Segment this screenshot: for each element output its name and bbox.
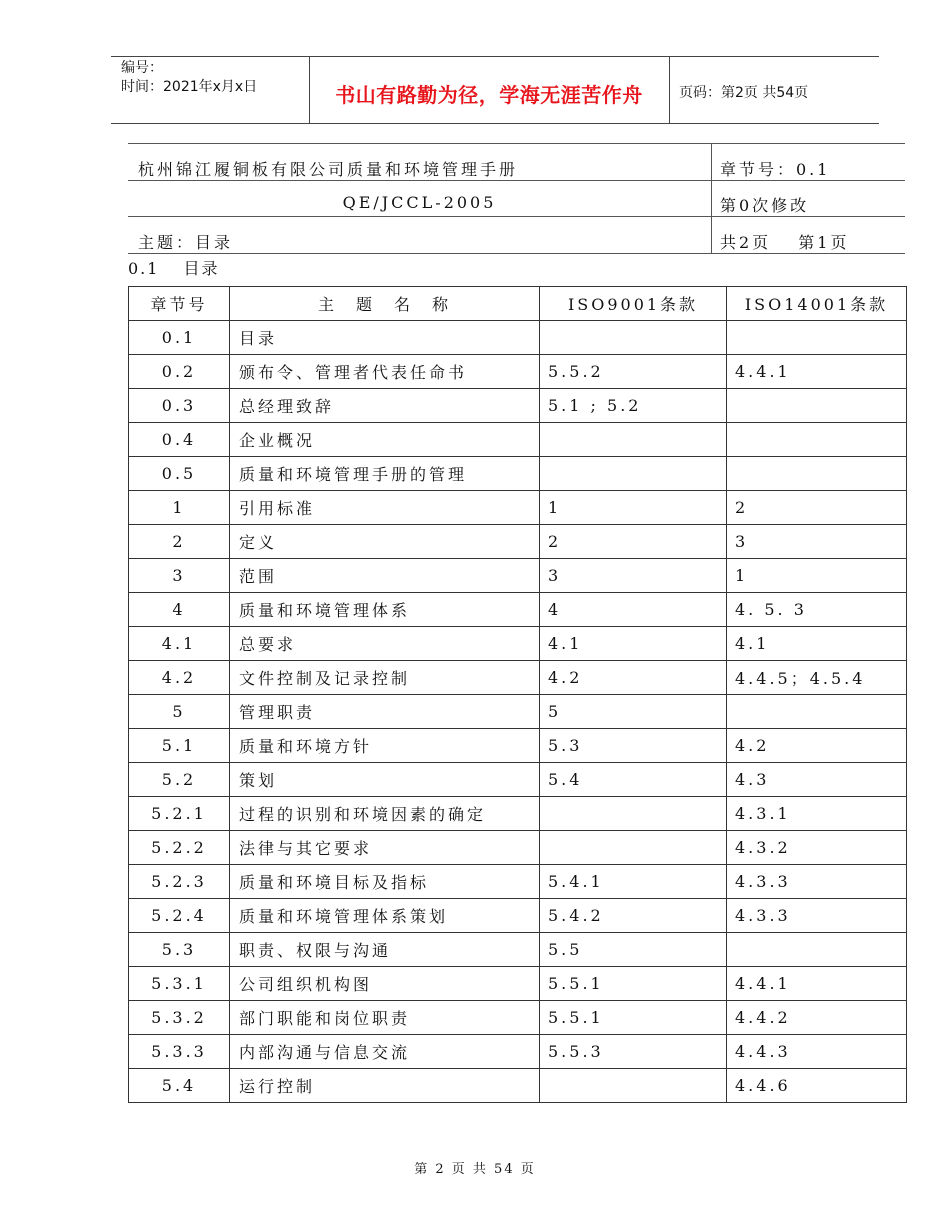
iso14001-cell: 4.4.3 [727,1035,907,1069]
section-title: 目录 [183,259,220,278]
table-row [129,831,907,865]
chapter-number-cell: 0.4 [129,423,230,457]
doc-meta [111,57,310,123]
chapter-number-cell: 0.5 [129,457,230,491]
iso14001-cell: 4.4.5；4.5.4 [727,661,907,695]
page-header [111,56,879,124]
chapter-number-cell: 4.1 [129,627,230,661]
iso14001-cell: 4.1 [727,627,907,661]
title-cell: 企业概况 [230,423,540,457]
iso14001-cell: 2 [727,491,907,525]
title-cell: 颁布令、管理者代表任命书 [230,355,540,389]
iso14001-cell: 4.4.6 [727,1069,907,1103]
table-row [129,389,907,423]
chapter-number-cell: 5.4 [129,1069,230,1103]
iso9001-cell: 4.1 [540,627,727,661]
chapter-number-cell: 5.2.4 [129,899,230,933]
title-cell: 管理职责 [230,695,540,729]
section-number: 0.1 [128,259,160,278]
table-row [129,1035,907,1069]
iso9001-cell: 5.5.3 [540,1035,727,1069]
page-footer: 第 2 页 共 54 页 [414,1162,536,1177]
iso9001-cell: 5.1 ; 5.2 [540,389,727,423]
title-cell: 法律与其它要求 [230,831,540,865]
iso9001-cell [540,457,727,491]
header-title: 主 题 名 称 [230,287,540,321]
header-chapter-no: 章节号 [129,287,230,321]
motto-text: 书山有路勤为径，学海无涯苦作舟 [335,83,643,107]
table-row [129,491,907,525]
iso9001-cell: 3 [540,559,727,593]
table-row [129,729,907,763]
title-cell: 策划 [230,763,540,797]
table-row [129,321,907,355]
manual-title: 杭州锦江履铜板有限公司质量和环境管理手册 [138,160,519,179]
title-cell: 范围 [230,559,540,593]
table-row [129,457,907,491]
title-cell: 质量和环境方针 [230,729,540,763]
chapter-number-cell: 5.2.3 [129,865,230,899]
iso9001-cell: 5.5.1 [540,1001,727,1035]
iso9001-cell: 1 [540,491,727,525]
iso9001-cell: 4.2 [540,661,727,695]
header-iso9001: ISO9001条款 [540,287,727,321]
title-cell: 质量和环境管理体系 [230,593,540,627]
title-cell: 质量和环境管理体系策划 [230,899,540,933]
table-row [129,899,907,933]
iso14001-cell: 4.2 [727,729,907,763]
title-cell: 职责、权限与沟通 [230,933,540,967]
table-row [129,797,907,831]
title-cell: 总要求 [230,627,540,661]
iso9001-cell: 5.4.2 [540,899,727,933]
chapter-number-cell: 4.2 [129,661,230,695]
table-row [129,865,907,899]
document-code: QE/JCCL-2005 [342,193,497,212]
revision: 第0次修改 [720,196,810,215]
title-cell: 公司组织机构图 [230,967,540,1001]
subject: 主题：目录 [138,233,234,252]
iso9001-cell [540,797,727,831]
table-row [129,1001,907,1035]
title-cell: 文件控制及记录控制 [230,661,540,695]
iso14001-cell: 3 [727,525,907,559]
table-row [129,627,907,661]
iso14001-cell [727,695,907,729]
iso14001-cell: 4.3.1 [727,797,907,831]
motto-cell [309,57,670,123]
chapter-number-cell: 4 [129,593,230,627]
chapter-number-cell: 5 [129,695,230,729]
title-cell: 定义 [230,525,540,559]
iso9001-cell [540,321,727,355]
iso14001-cell: 4.3.3 [727,899,907,933]
toc-table [128,286,907,1103]
iso9001-cell: 4 [540,593,727,627]
table-row [129,695,907,729]
iso14001-cell: 4.4.1 [727,355,907,389]
iso9001-cell: 5.4.1 [540,865,727,899]
iso14001-cell [727,321,907,355]
chapter-number-cell: 5.3.2 [129,1001,230,1035]
table-row [129,661,907,695]
chapter-number-cell: 0.2 [129,355,230,389]
iso9001-cell: 5.3 [540,729,727,763]
title-cell: 内部沟通与信息交流 [230,1035,540,1069]
iso9001-cell [540,1069,727,1103]
table-row [129,525,907,559]
iso9001-cell [540,831,727,865]
chapter-number-cell: 2 [129,525,230,559]
page-code: 页码：第2页 共54页 [679,85,809,101]
title-cell: 质量和环境目标及指标 [230,865,540,899]
page-code-cell [669,57,879,123]
title-cell: 引用标准 [230,491,540,525]
table-row [129,559,907,593]
iso14001-cell [727,933,907,967]
number-label: 编号： [121,60,163,76]
chapter-number-cell: 1 [129,491,230,525]
iso14001-cell [727,423,907,457]
toc-header-row [129,287,907,321]
chapter-number: 章节号：0.1 [720,160,831,179]
title-cell: 部门职能和岗位职责 [230,1001,540,1035]
section-heading [128,256,219,279]
iso9001-cell: 2 [540,525,727,559]
chapter-number-cell: 5.1 [129,729,230,763]
iso14001-cell: 4.3.3 [727,865,907,899]
table-row [129,423,907,457]
table-row [129,1069,907,1103]
table-row [129,967,907,1001]
iso14001-cell: 4.3.2 [727,831,907,865]
iso14001-cell: 4.4.1 [727,967,907,1001]
iso14001-cell: 1 [727,559,907,593]
chapter-number-cell: 5.3.3 [129,1035,230,1069]
chapter-number-cell: 0.1 [129,321,230,355]
chapter-number-cell: 5.3.1 [129,967,230,1001]
table-row [129,593,907,627]
iso14001-cell: 4.4.2 [727,1001,907,1035]
title-cell: 目录 [230,321,540,355]
manual-title-block [128,143,905,254]
iso14001-cell [727,389,907,423]
manual-divider [711,144,712,254]
title-cell: 过程的识别和环境因素的确定 [230,797,540,831]
chapter-number-cell: 5.2.1 [129,797,230,831]
title-cell: 运行控制 [230,1069,540,1103]
toc-body [129,321,907,1103]
iso14001-cell: 4. 5. 3 [727,593,907,627]
chapter-number-cell: 3 [129,559,230,593]
chapter-number-cell: 5.3 [129,933,230,967]
iso9001-cell: 5.5.2 [540,355,727,389]
iso9001-cell [540,423,727,457]
title-cell: 总经理致辞 [230,389,540,423]
chapter-number-cell: 5.2.2 [129,831,230,865]
iso14001-cell [727,457,907,491]
table-row [129,933,907,967]
chapter-number-cell: 5.2 [129,763,230,797]
header-iso14001: ISO14001条款 [727,287,907,321]
iso9001-cell: 5.4 [540,763,727,797]
iso9001-cell: 5.5.1 [540,967,727,1001]
iso9001-cell: 5.5 [540,933,727,967]
iso14001-cell: 4.3 [727,763,907,797]
time-label: 时间：2021年x月x日 [121,79,258,95]
iso9001-cell: 5 [540,695,727,729]
table-row [129,355,907,389]
chapter-number-cell: 0.3 [129,389,230,423]
page-count: 共2页 第1页 [720,233,850,252]
title-cell: 质量和环境管理手册的管理 [230,457,540,491]
table-row [129,763,907,797]
